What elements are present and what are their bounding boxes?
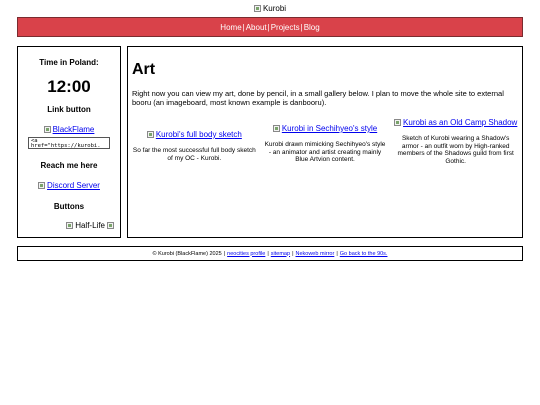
intro-text: Right now you can view my art, done by pencil, in a small gallery below. I plan to move the whole site to external booru (an imageboard, most known example is danbooru). [132,89,504,107]
gallery-item [263,113,388,165]
broken-image-icon [254,5,261,12]
page-title: Art [132,61,156,78]
nav-projects[interactable]: Projects [270,22,300,32]
copyright: © Kurobi (BlackFlame) 2025 [152,250,222,257]
discord-alt: Discord Server [47,181,100,190]
footer-link-nekoweb[interactable]: Nekoweb mirror [295,250,335,257]
gallery-caption: Kurobi drawn mimicking Sechihyeo's style - an animator and artist creating mainly Blue Artvion content. [264,141,386,163]
half-life-button[interactable] [66,221,114,230]
broken-image-icon [44,126,51,133]
nav-about[interactable]: About [245,22,267,32]
gallery-item [393,113,518,165]
footer-link-sitemap[interactable]: sitemap [270,250,291,257]
gallery-image-link[interactable] [273,124,377,133]
footer-separator: | [336,250,338,257]
broken-image-icon [107,222,114,229]
gallery-caption: So far the most successful full body sketch of my OC - Kurobi. [132,147,256,162]
buttons-heading: Buttons [53,202,85,211]
clock: 12:00 [47,77,91,96]
broken-image-icon [66,222,73,229]
gallery-caption: Sketch of Kurobi wearing a Shadow's armor - an outfit worn by High-ranked members of the Shadows guild from first Gothic. [397,135,514,165]
sidebar [17,46,121,238]
footer-link-90s[interactable]: Go back to the 90s. [339,250,388,257]
gallery-image-alt: Kurobi in Sechihyeo's style [281,124,378,133]
blackflame-alt: BlackFlame [52,125,95,134]
gallery-item [132,113,257,165]
blackflame-link-button[interactable] [44,125,95,134]
footer-separator: | [292,250,294,257]
art-gallery [132,113,518,165]
nav-separator: | [300,22,303,32]
nav-separator: | [242,22,245,32]
discord-link[interactable] [38,181,100,190]
broken-image-icon [38,182,45,189]
nav-bar [17,17,523,37]
site-logo [0,0,540,17]
reach-heading: Reach me here [40,161,98,170]
footer-separator: | [223,250,226,257]
gallery-image-link[interactable] [147,130,242,139]
broken-image-icon [394,119,401,126]
nav-blog[interactable]: Blog [303,22,320,32]
broken-image-icon [273,125,280,132]
time-title: Time in Poland: [39,58,99,67]
footer-link-neocities[interactable]: neocities profile [227,250,266,257]
broken-image-icon [147,131,154,138]
footer-separator: | [267,250,269,257]
site-logo-alt: Kurobi [262,4,287,13]
footer [17,246,523,261]
link-button-heading: Link button [47,105,91,114]
gallery-image-alt: Kurobi as an Old Camp Shadow [403,118,518,127]
nav-separator: | [267,22,270,32]
link-code-textarea[interactable]: <a href="https://kurobi. [28,137,110,149]
gallery-image-alt: Kurobi's full body sketch [155,130,242,139]
half-life-alt: Half-Life [75,221,105,230]
main-content [127,46,523,238]
gallery-image-link[interactable] [394,118,517,127]
nav-home[interactable]: Home [220,22,242,32]
